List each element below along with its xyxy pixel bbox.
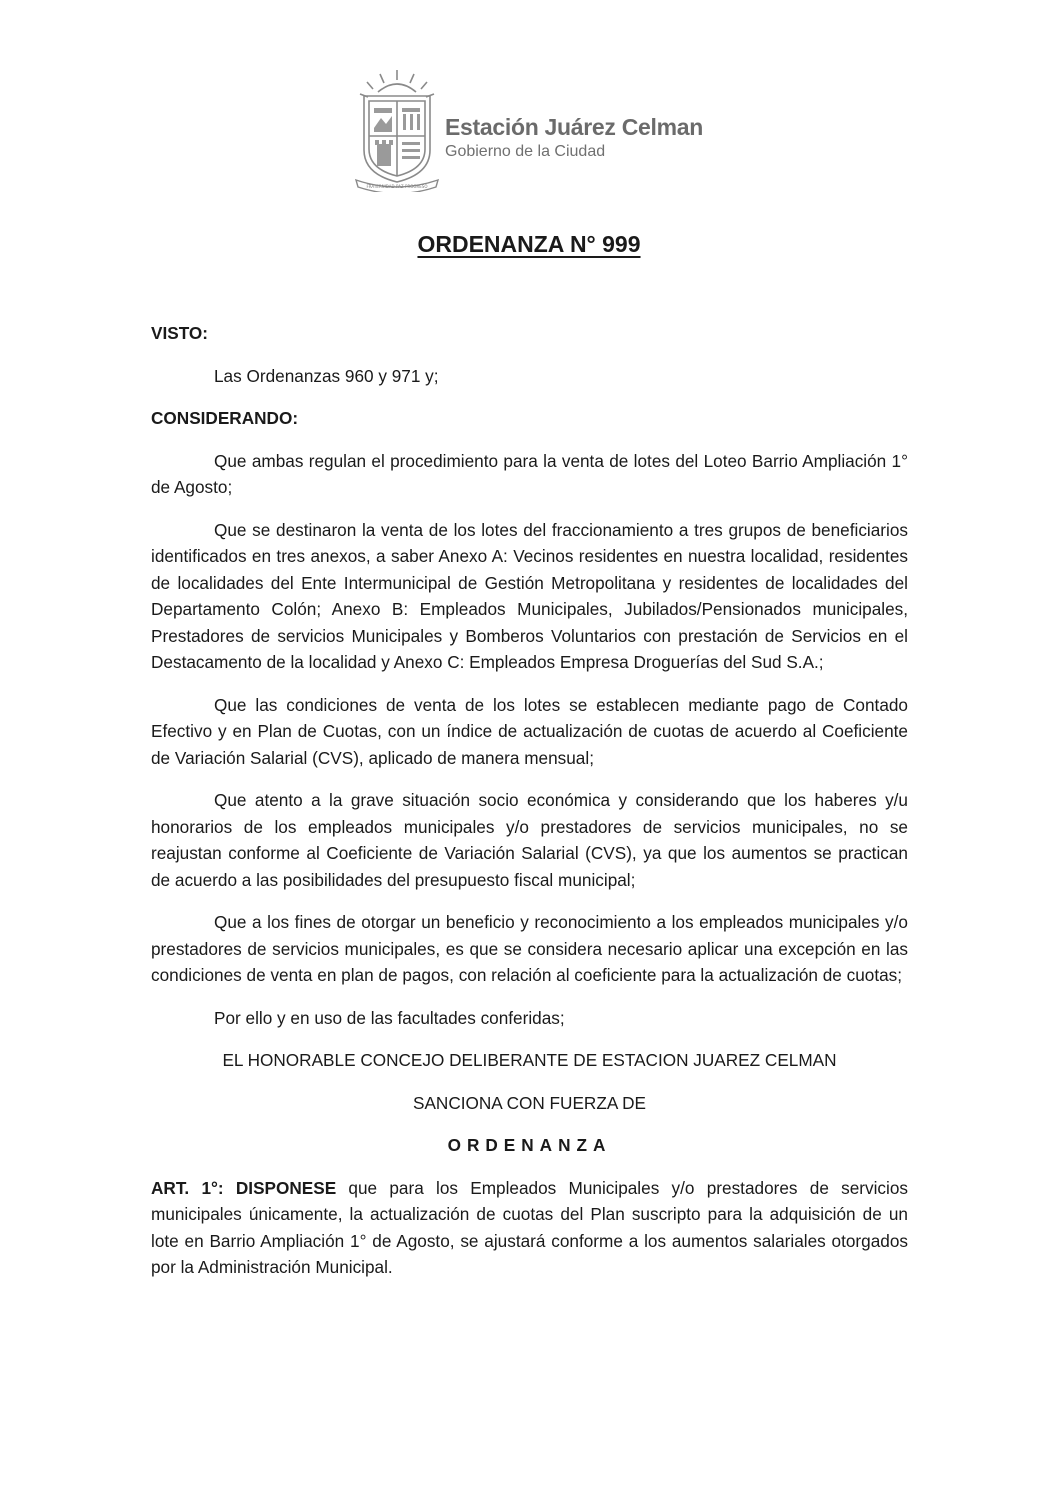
considerando-paragraph: Que a los fines de otorgar un beneficio y reconocimiento a los empleados municipales y/o prestadores de servicios municipales, es que se considera necesario aplicar una excepción en las condiciones de venta en plan de pagos, con relación al coeficiente para la actualización de cuotas; [151,912,908,985]
considerando-heading: CONSIDERANDO: [151,408,299,428]
visto-heading: VISTO: [151,323,208,343]
council-name: EL HONORABLE CONCEJO DELIBERANTE DE ESTACION JUAREZ CELMAN [222,1050,837,1070]
organization-subtitle: Gobierno de la Ciudad [445,143,606,160]
considerando-closing: Por ello y en uso de las facultades conferidas; [214,1007,565,1028]
article-1 [151,1175,908,1281]
considerando-paragraph: Que las condiciones de venta de los lotes se establecen mediante pago de Contado Efectivo y en Plan de Cuotas, con un índice de actualización de cuotas de acuerdo al Coeficiente de Variación Salarial (CVS), aplicado de manera mensual; [151,694,908,768]
article-1-text: que para los Empleados Municipales y/o prestadores de servicios municipales únicamente, la actualización de cuotas del Plan suscripto para la adquisición de un lote en Barrio Ampliación 1° de Agosto, se ajustará conforme a los aumentos salariales otorgados por la Administración Municipal. [151,1177,908,1277]
visto-text: Las Ordenanzas 960 y 971 y; [214,365,439,386]
document-title: ORDENANZA N° 999 [417,231,641,257]
considerando-paragraph: Que atento a la grave situación socio económica y considerando que los haberes y/u honorarios de los empleados municipales y/o prestadores de servicios municipales, no se reajustan conforme al Coeficiente de Variación Salarial (CVS), ya que los aumentos se practican de acuerdo a las posibilidades del presupuesto fiscal municipal; [151,790,908,890]
document-body [151,320,908,1281]
considerando-paragraph: Que ambas regulan el procedimiento para la venta de lotes del Loteo Barrio Ampliación 1° de Agosto; [151,450,908,497]
article-1-label: ART. 1°: DISPONESE [151,1177,337,1198]
sanciona-line: SANCIONA CON FUERZA DE [412,1092,647,1113]
seal-motto: FRATERNIDAD-PAZ-PROGRESO [366,184,428,189]
letterhead [350,66,710,192]
municipal-seal-icon [350,66,444,192]
organization-name: Estación Juárez Celman [445,114,704,140]
considerando-paragraph: Que se destinaron la venta de los lotes del fraccionamiento a tres grupos de beneficiarios identificados en tres anexos, a saber Anexo A: Vecinos residentes en nuestra localidad, residentes de localidades del Ente Intermunicipal de Gestión Metropolitana y residentes de localidades del Departamento Colón; Anexo B: Empleados Municipales, Jubilados/Pensionados municipales, Prestadores de servicios Municipales y Bomberos Voluntarios con prestación de Servicios en el Destacamento de la localidad y Anexo C: Empleados Empresa Droguerías del Sud S.A.; [151,519,908,672]
ordenanza-heading: ORDENANZA [447,1135,612,1155]
